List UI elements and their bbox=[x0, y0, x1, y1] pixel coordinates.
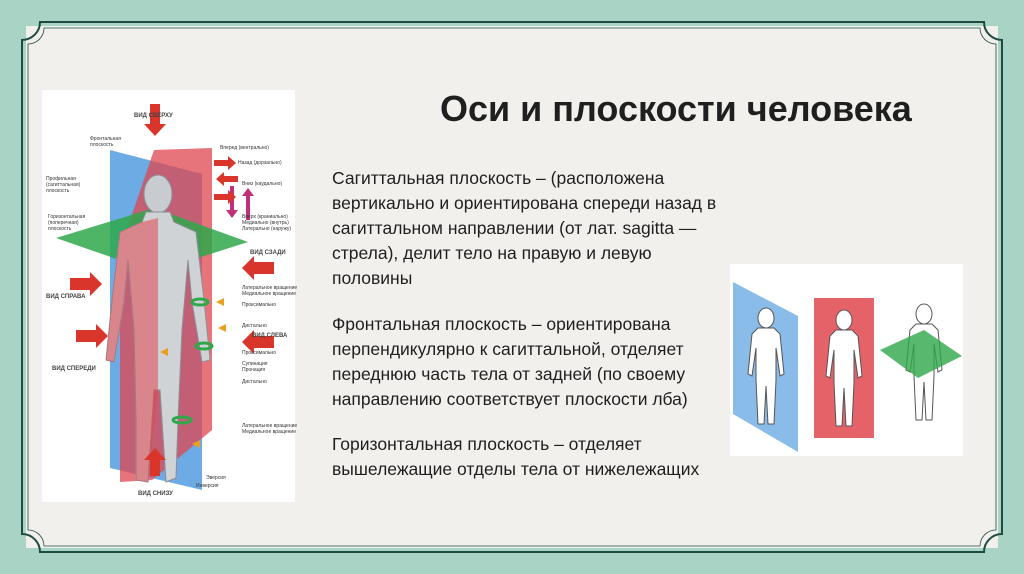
label-frontal-plane: Фронтальная плоскость bbox=[90, 136, 121, 148]
frontal-plane-paragraph: Фронтальная плоскость – ориентирована перпендикулярно к сагиттальной, отделяет переднюю часть тела от задней (по своему направлению соответствует плоскости лба) bbox=[332, 314, 688, 409]
label-horizontal-plane: Горизонтальная (поперечная) плоскость bbox=[48, 214, 86, 232]
label-lateral-rotation: Латеральное вращение bbox=[242, 285, 298, 291]
three-planes-figure bbox=[730, 264, 963, 456]
label-supination: Супинация bbox=[242, 361, 268, 367]
label-proximal-2: Проксимально bbox=[242, 350, 276, 356]
three-planes-illustration bbox=[730, 264, 963, 456]
label-medial-rotation: Медиальное вращение bbox=[242, 291, 297, 297]
label-pronation: Пронация bbox=[242, 367, 266, 373]
label-backward: Назад (дорзально) bbox=[238, 160, 282, 166]
label-eversion: Эверсия bbox=[206, 475, 226, 481]
label-profile-plane: Профильная (сагиттальная) плоскость bbox=[46, 176, 81, 194]
label-rear-view: ВИД СЗАДИ bbox=[250, 250, 286, 256]
label-distal: Дистально bbox=[242, 323, 267, 329]
label-lateral: Латерально (наружу) bbox=[242, 226, 292, 232]
label-proximal: Проксимально bbox=[242, 302, 276, 308]
slide-title: Оси и плоскости человека bbox=[440, 88, 912, 129]
label-inversion: Инверсия bbox=[196, 483, 219, 489]
label-bottom-view: ВИД СНИЗУ bbox=[138, 491, 173, 497]
label-medial-rotation-2: Медиальное вращение bbox=[242, 429, 297, 435]
horizontal-plane-panel bbox=[880, 330, 962, 378]
label-lateral-rotation-2: Латеральное вращение bbox=[242, 423, 298, 429]
label-down: Вниз (каудально) bbox=[242, 181, 283, 187]
label-distal-2: Дистально bbox=[242, 379, 267, 385]
label-up: Вверх (краниально) bbox=[242, 214, 288, 220]
horizontal-plane-paragraph: Горизонтальная плоскость – отделяет вышележащие отделы тела от нижележащих bbox=[332, 434, 700, 479]
label-front-view: ВИД СПЕРЕДИ bbox=[52, 366, 96, 372]
sagittal-plane-paragraph: Сагиттальная плоскость – (расположена вертикально и ориентирована спереди назад в сагиттальном направлении (от лат. sagitta — стрела), делит тело на правую и левую половины bbox=[332, 168, 717, 288]
body-planes-figure bbox=[42, 90, 298, 502]
label-left-view: ВИД СЛЕВА bbox=[252, 333, 288, 339]
label-medial: Медиально (внутрь) bbox=[242, 220, 289, 226]
label-top-view: ВИД СВЕРХУ bbox=[134, 113, 173, 119]
label-right-view: ВИД СПРАВА bbox=[46, 294, 86, 300]
slide bbox=[14, 14, 1010, 560]
label-forward: Вперед (вентрально) bbox=[220, 145, 269, 151]
